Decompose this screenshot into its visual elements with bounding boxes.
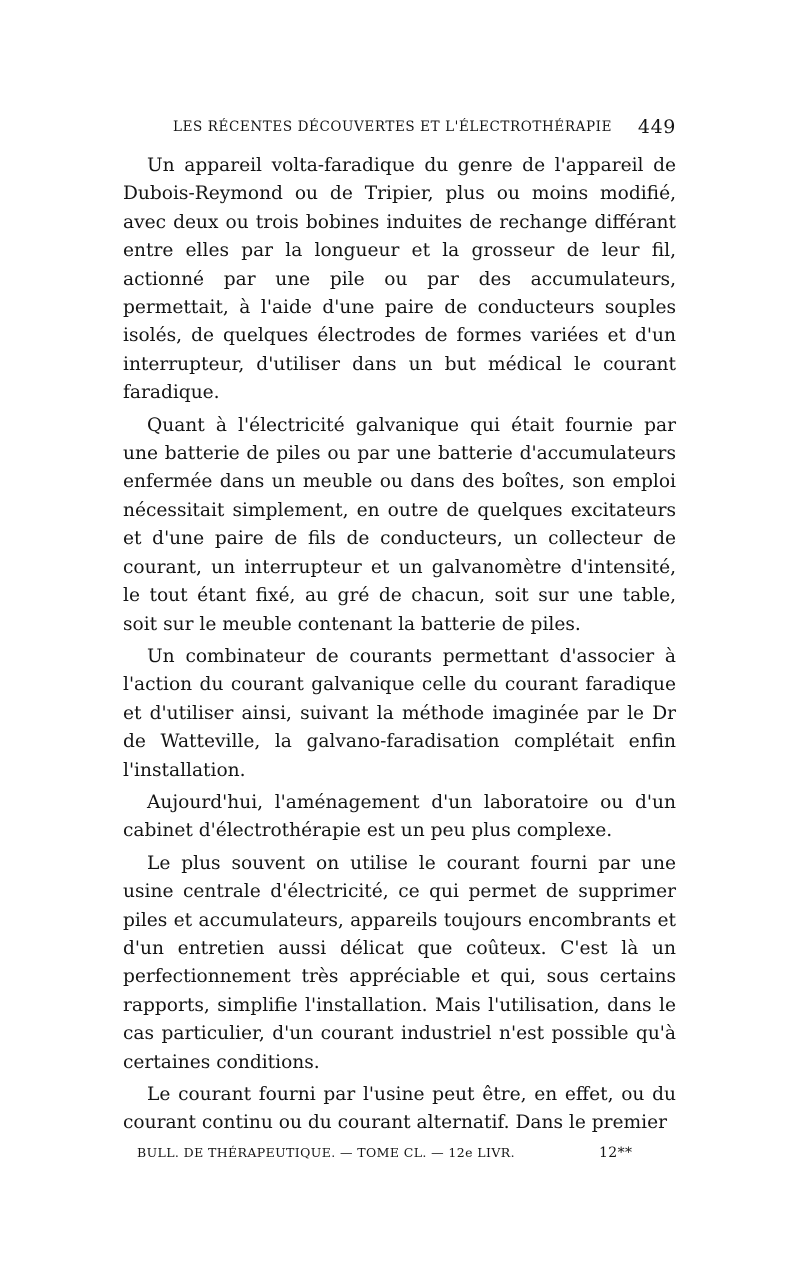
paragraph-1: Un appareil volta-faradique du genre de l'appareil de Dubois-Reymond ou de Tripier, plus ou moins modifié, avec deux ou trois bobines induites de rechange différant entre elles par la longueur et la grosseur de leur fil, actionné par une pile ou par des accumulateurs, permettait, à l'aide d'une paire de conducteurs souples isolés, de quelques électrodes de formes variées et d'un interrupteur, d'utiliser dans un but médical le courant faradique. — [123, 155, 676, 404]
paragraph-2: Quant à l'électricité galvanique qui était fournie par une batterie de piles ou par une batterie d'accumulateurs enfermée dans un meuble ou dans des boîtes, son emploi nécessitait simplement, en outre de quelques excitateurs et d'une paire de fils de conducteurs, un collecteur de courant, un interrupteur et un galvanomètre d'intensité, le tout étant fixé, au gré de chacun, soit sur une table, soit sur le meuble contenant la batterie de piles. — [123, 414, 676, 635]
paragraph-5: Le plus souvent on utilise le courant fourni par une usine centrale d'électricité, ce qui permet de supprimer piles et accumulateurs, appareils toujours encombrants et d'un entretien aussi délicat que coûteux. C'est là un perfectionnement très appréciable et qui, sous certains rapports, simplifie l'installation. Mais l'utilisation, dans le cas particulier, d'un courant industriel n'est possible qu'à certaines conditions. — [123, 852, 676, 1073]
book-page — [123, 112, 676, 1164]
body-text — [123, 152, 676, 1138]
paragraph-6: Le courant fourni par l'usine peut être, en effet, ou du courant continu ou du courant alternatif. Dans le premier — [123, 1084, 676, 1134]
paragraph-3: Un combinateur de courants permettant d'associer à l'action du courant galvanique celle du courant faradique et d'utiliser ainsi, suivant la méthode imaginée par le Dr de Watteville, la galvano-faradisation complétait enfin l'installation. — [123, 645, 676, 781]
page-number: 449 — [637, 116, 676, 138]
paragraph-4: Aujourd'hui, l'aménagement d'un laboratoire ou d'un cabinet d'électrothérapie est un peu plus complexe. — [123, 791, 676, 842]
running-title: LES RÉCENTES DÉCOUVERTES ET L'ÉLECTROTHÉRAPIE — [173, 119, 613, 135]
page-footer — [123, 1142, 676, 1164]
signature-mark: 12** — [599, 1144, 633, 1161]
journal-line: BULL. DE THÉRAPEUTIQUE. — TOME CL. — 12e LIVR. — [137, 1144, 515, 1160]
running-header — [123, 112, 676, 142]
